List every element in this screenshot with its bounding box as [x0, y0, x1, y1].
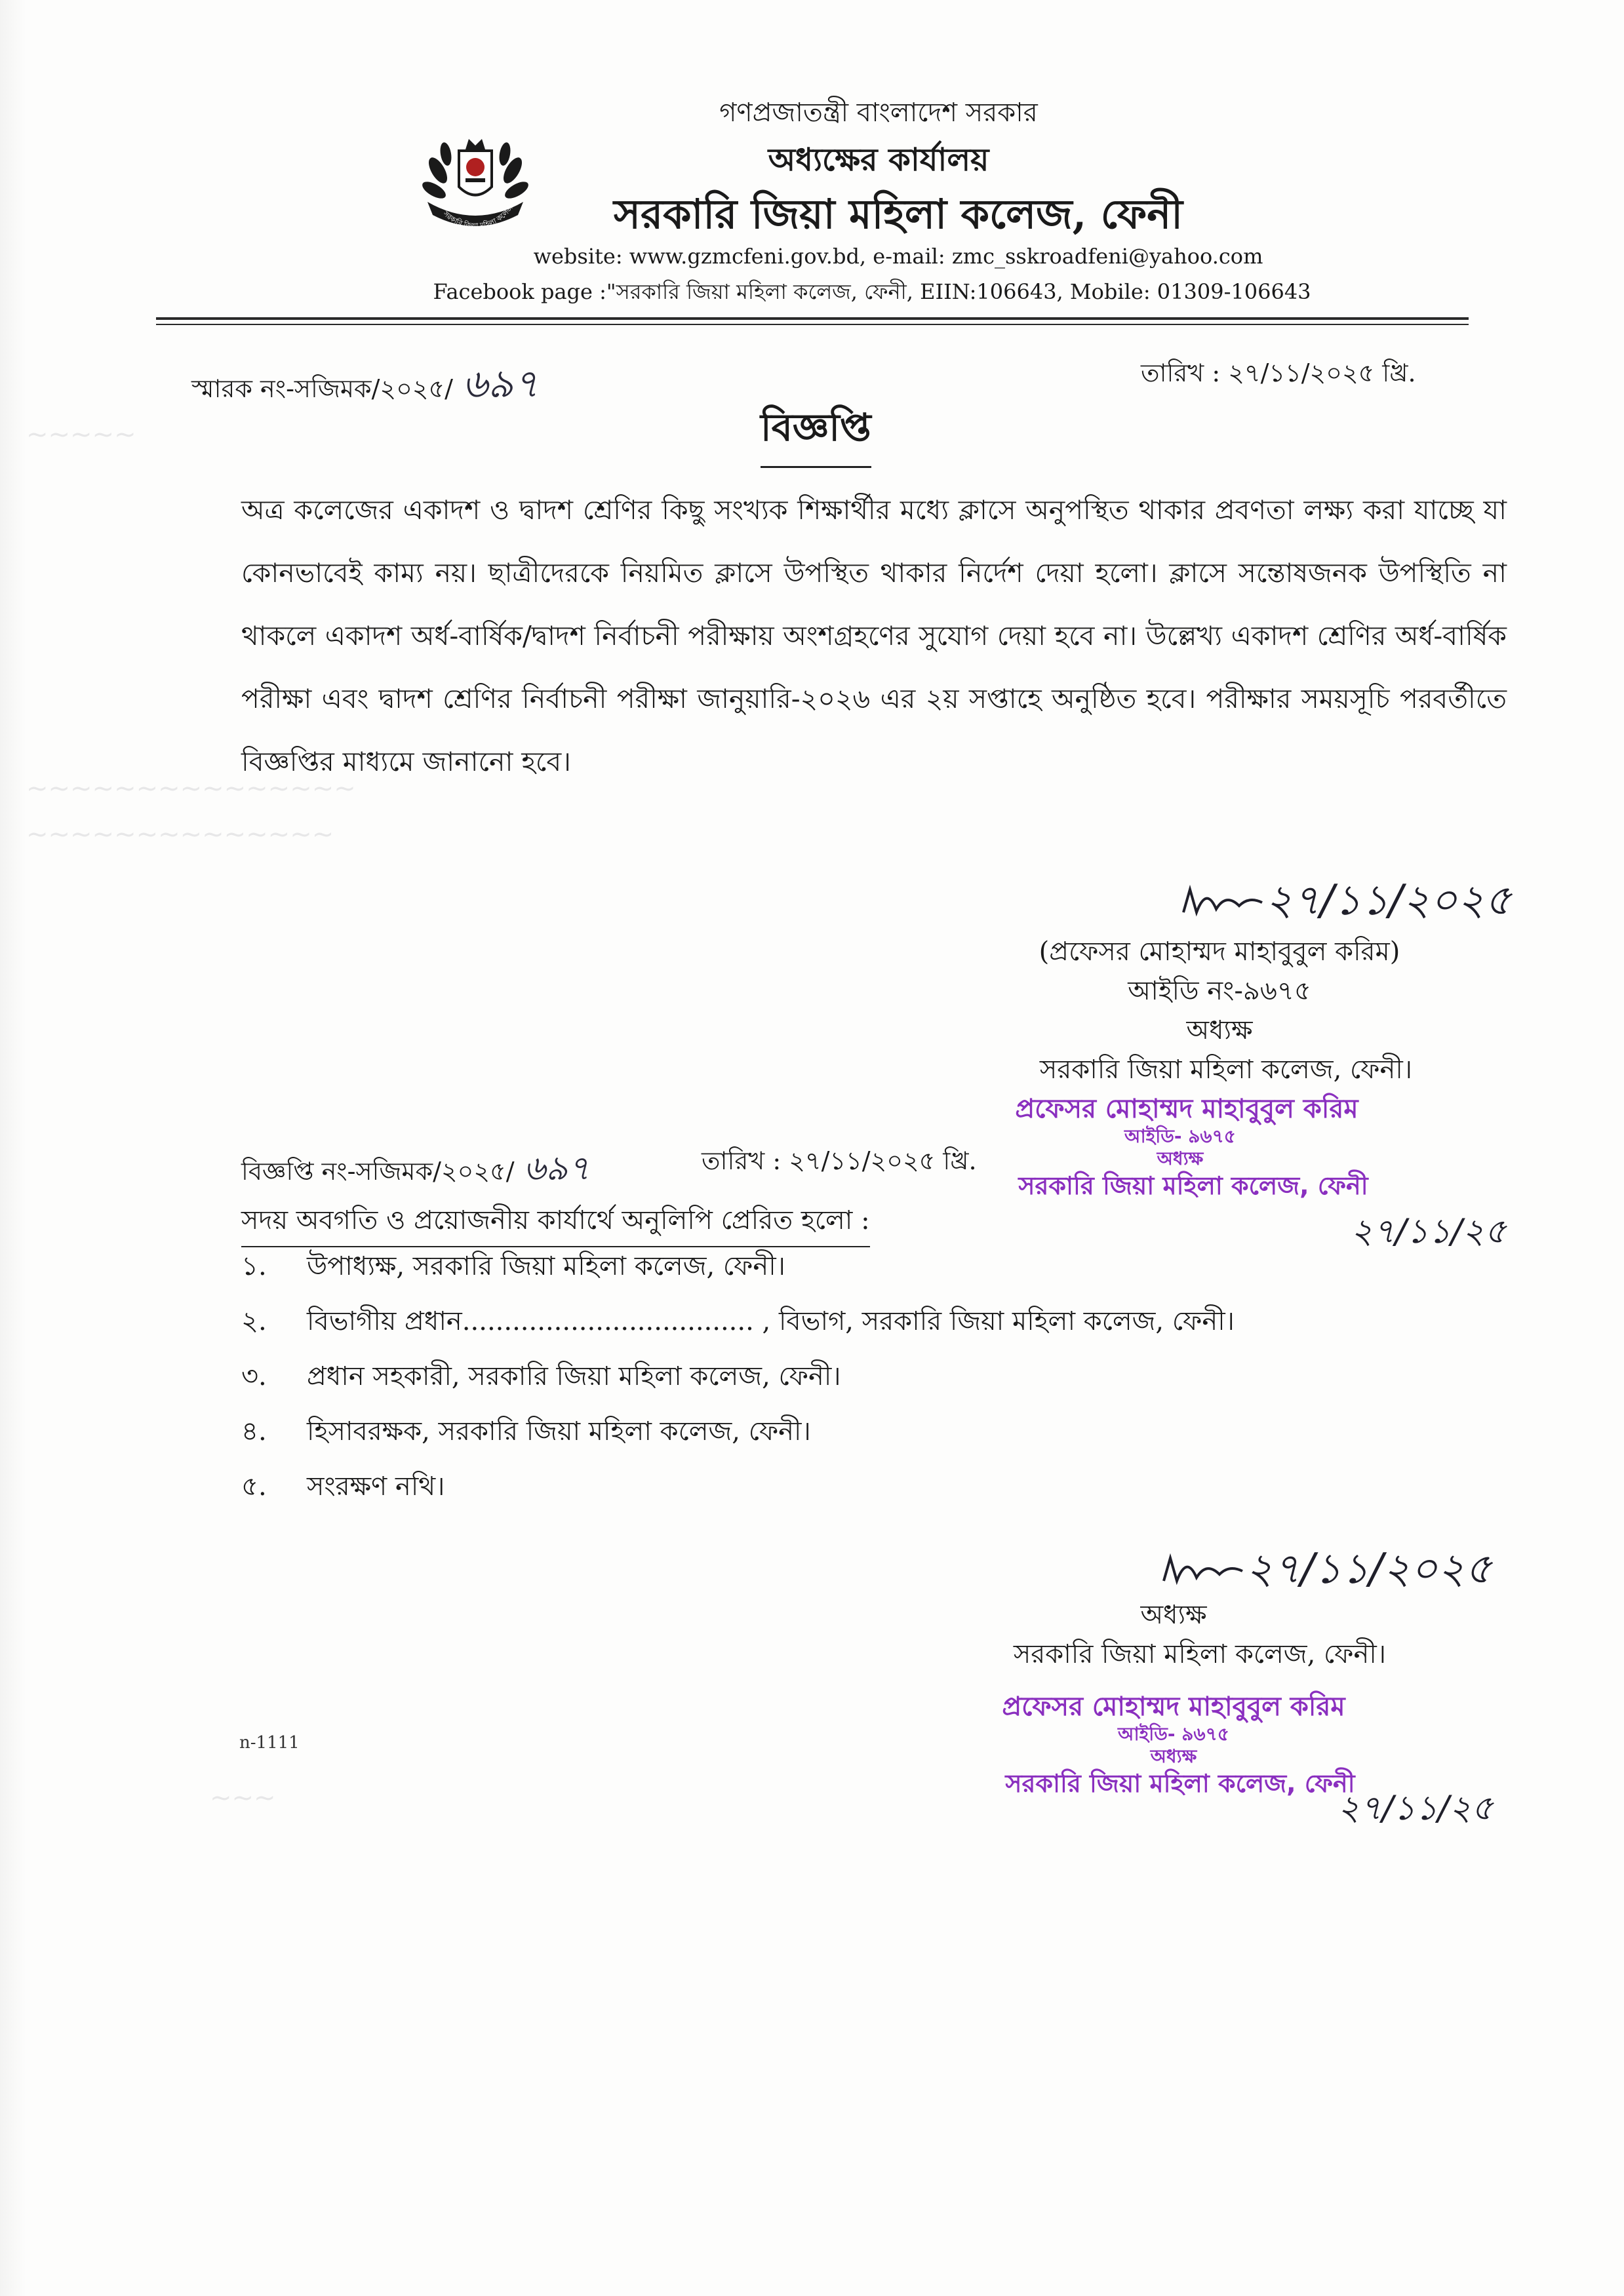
stamp-designation: অধ্যক্ষ — [1157, 1148, 1204, 1169]
stamp-college: সরকারি জিয়া মহিলা কলেজ, ফেনী — [1005, 1769, 1355, 1798]
copy-intro: সদয় অবগতি ও প্রয়োজনীয় কার্যার্থে অনুলিপি প্রেরিত হলো : — [241, 1199, 870, 1247]
signatory-name: (প্রফেসর মোহাম্মদ মাহাবুবুল করিম) — [1039, 937, 1400, 967]
list-item-text: সংরক্ষণ নথি। — [307, 1471, 445, 1502]
memo-label: স্মারক নং-সজিমক/২০২৫/ — [191, 374, 453, 403]
principal-signature — [1180, 868, 1512, 939]
list-item — [241, 1300, 1421, 1355]
list-item-text: বিভাগীয় প্রধান................................... , বিভাগ, সরকারি জিয়া মহিলা কলেজ, ফেনী। — [307, 1306, 1235, 1336]
list-item-number: ২. — [241, 1306, 267, 1336]
list-item-number: ৪. — [241, 1416, 267, 1447]
signature-scribble-icon — [1160, 1551, 1246, 1591]
stamp-initials: ২৭/১১/২৫ — [1351, 1212, 1507, 1251]
contact-line: website: www.gzmcfeni.gov.bd, e-mail: zmc_sskroadfeni@yahoo.com — [533, 244, 1263, 269]
list-item-number: ৫. — [241, 1471, 267, 1502]
list-item-text: উপাধ্যক্ষ, সরকারি জিয়া মহিলা কলেজ, ফেনী। — [307, 1251, 785, 1281]
government-emblem-icon — [420, 125, 531, 236]
header-rule-thick — [156, 317, 1469, 320]
list-item — [241, 1355, 1421, 1411]
facebook-line: Facebook page :"সরকারি জিয়া মহিলা কলেজ, ফেনী, EIIN:106643, Mobile: 01309-106643 — [433, 279, 1311, 304]
list-item-number: ১. — [241, 1251, 267, 1281]
office-name: অধ্যক্ষের কার্যালয় — [768, 142, 989, 178]
stamp-name: প্রফেসর মোহাম্মদ মাহাবুবুল করিম — [1002, 1692, 1345, 1722]
bleed-through-mark: ~~~ — [210, 1783, 276, 1813]
stamp-id: আইডি- ৯৬৭৫ — [1124, 1125, 1236, 1147]
signature-scribble-icon — [1180, 883, 1265, 922]
list-item-number: ৩. — [241, 1361, 267, 1391]
signatory-designation: অধ্যক্ষ — [1140, 1600, 1207, 1630]
copy-memo-label: বিজ্ঞপ্তি নং-সজিমক/২০২৫/ — [241, 1157, 515, 1186]
signature-date: ২৭/১১/২০২৫ — [1246, 1545, 1492, 1593]
bleed-through-mark: ~~~~~~~~~~~~~~~ — [26, 773, 356, 804]
list-item — [241, 1466, 1421, 1521]
list-item-text: হিসাবরক্ষক, সরকারি জিয়া মহিলা কলেজ, ফেনী। — [307, 1416, 811, 1447]
list-item — [241, 1411, 1421, 1466]
bleed-through-mark: ~~~~~~~~~~~~~~ — [26, 819, 334, 849]
notice-body: অত্র কলেজের একাদশ ও দ্বাদশ শ্রেণির কিছু সংখ্যক শিক্ষার্থীর মধ্যে ক্লাসে অনুপস্থিত থাকার প্রবণতা লক্ষ্য করা যাচ্ছে যা কোনভাবেই কাম্য নয়। ছাত্রীদেরকে নিয়মিত ক্লাসে উপস্থিত থাকার নির্দেশ দেয়া হলো। ক্লাসে সন্তোষজনক উপস্থিতি না থাকলে একাদশ অর্ধ-বার্ষিক/দ্বাদশ নির্বাচনী পরীক্ষায় অংশগ্রহণের সুযোগ দেয়া হবে না। উল্লেখ্য একাদশ শ্রেণির অর্ধ-বার্ষিক পরীক্ষা এবং দ্বাদশ শ্রেণির নির্বাচনী পরীক্ষা জানুয়ারি-২০২৬ এর ২য় সপ্তাহে অনুষ্ঠিত হবে। পরীক্ষার সময়সূচি পরবর্তীতে বিজ্ঞপ্তির মাধ্যমে জানানো হবে। — [241, 494, 1507, 777]
copy-recipient-list — [241, 1245, 1421, 1521]
signatory-designation: অধ্যক্ষ — [1186, 1015, 1253, 1045]
stamp-designation: অধ্যক্ষ — [1150, 1745, 1197, 1767]
header-rule-thin — [156, 324, 1469, 325]
government-name: গণপ্রজাতন্ত্রী বাংলাদেশ সরকার — [719, 98, 1038, 128]
copy-handwritten-number: ৬৯৭ — [523, 1149, 590, 1188]
svg-text:সরকারি জিয়া মহিলা কলেজ: সরকারি জিয়া মহিলা কলেজ — [441, 203, 515, 231]
stamp-id: আইডি- ৯৬৭৫ — [1118, 1723, 1229, 1745]
college-name: সরকারি জিয়া মহিলা কলেজ, ফেনী — [614, 190, 1183, 238]
signatory-id: আইডি নং-৯৬৭৫ — [1128, 976, 1311, 1006]
memo-handwritten-number: ৬৯৭ — [462, 361, 539, 407]
list-item-text: প্রধান সহকারী, সরকারি জিয়া মহিলা কলেজ, ফেনী। — [307, 1361, 841, 1391]
scan-edge-shadow — [0, 0, 26, 2296]
notice-title: বিজ্ঞপ্তি — [761, 399, 871, 468]
memo-number — [191, 354, 539, 419]
bleed-through-mark: ~~~~~ — [26, 419, 136, 450]
signatory-college: সরকারি জিয়া মহিলা কলেজ, ফেনী। — [1013, 1639, 1387, 1669]
list-item — [241, 1245, 1421, 1300]
stamp-initials: ২৭/১১/২৫ — [1337, 1789, 1494, 1828]
stamp-college: সরকারি জিয়া মহিলা কলেজ, ফেনী — [1018, 1171, 1368, 1200]
signature-date: ২৭/১১/২০২৫ — [1265, 876, 1512, 925]
memo-date: তারিখ : ২৭/১১/২০২৫ খ্রি. — [1141, 359, 1416, 387]
copy-date: তারিখ : ২৭/১১/২০২৫ খ্রি. — [702, 1146, 977, 1175]
stamp-name: প্রফেসর মোহাম্মদ মাহাবুবুল করিম — [1015, 1094, 1358, 1124]
signatory-college: সরকারি জিয়া মহিলা কলেজ, ফেনী। — [1039, 1055, 1413, 1085]
footer-code: n-1111 — [239, 1733, 300, 1753]
copy-memo-number — [241, 1142, 590, 1199]
